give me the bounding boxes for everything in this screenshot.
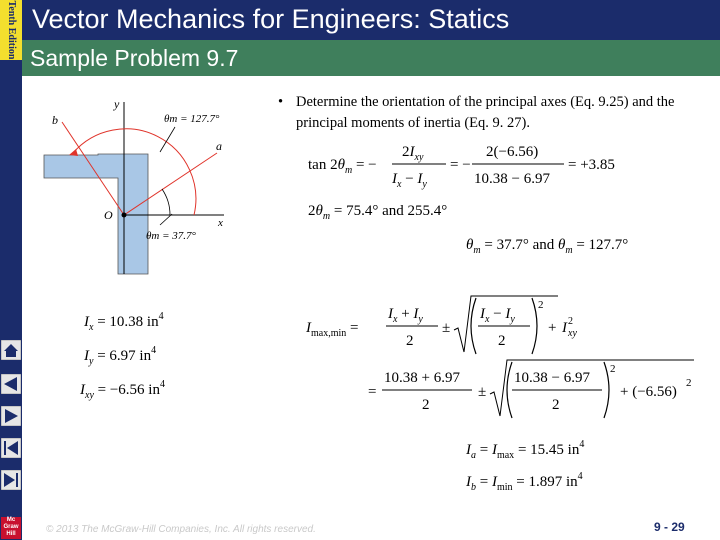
last-icon[interactable] (1, 470, 21, 490)
svg-text:2θm = 75.4° and 255.4°: $2\theta_m = 75.4^\circ$ and 255.4° (308, 203, 448, 222)
publisher-logo (1, 517, 21, 539)
label-theta-upper: θm = 127.7° (164, 113, 220, 125)
given-values (78, 306, 198, 406)
first-icon[interactable] (1, 438, 21, 458)
page-subtitle: Sample Problem 9.7 (30, 45, 239, 71)
label-theta-lower: θm = 37.7° (146, 230, 196, 242)
svg-text:Ix = 10.38 in4: $I_x = 10.38$ $in^4$ (84, 311, 164, 333)
svg-text:+ (−6.56): + (−6.56) (620, 384, 677, 400)
svg-text:xy: xy (568, 328, 577, 339)
copyright: © 2013 The McGraw-Hill Companies, Inc. All rights reserved. (46, 524, 316, 535)
angle-section-figure (40, 92, 240, 282)
edition-label: Tenth Edition (6, 0, 17, 60)
svg-text:Ixy = −6.56 in4: $I_{xy} = -6.56$ $in^4$ (80, 379, 165, 401)
subtitle-bar (22, 40, 720, 76)
svg-text:2: 2 (498, 333, 506, 349)
label-a: a (216, 139, 222, 153)
label-o: O (104, 208, 113, 222)
origin-point (122, 213, 127, 218)
svg-text:Ib = Imin = 1.897 in4: $I_b = I_{min} = 1.897$ $in^4$ (466, 471, 583, 493)
edition-tab (0, 0, 22, 60)
svg-text:Ix + Iy: $I_x + I_y$ (388, 306, 423, 325)
svg-text:=: = (368, 384, 377, 400)
svg-text:θm = 37.7° and θm = 127.7°: $\theta_m = 37.7^\circ$ and $\theta_m = 127.7^\circ$ (466, 237, 629, 256)
page-number: 9 - 29 (654, 520, 685, 534)
svg-text:±: ± (442, 320, 451, 336)
label-x: x (218, 217, 223, 229)
page-title: Vector Mechanics for Engineers: Statics (32, 4, 510, 34)
next-icon[interactable] (1, 406, 21, 426)
svg-text:= −: = − (450, 157, 471, 173)
svg-text:10.38 + 6.97: 10.38 + 6.97 (384, 370, 460, 386)
home-icon[interactable] (1, 340, 21, 360)
svg-text:2: 2 (538, 299, 544, 311)
svg-text:2: 2 (422, 397, 430, 413)
svg-text:+: + (548, 320, 557, 336)
svg-text:Iy = 6.97 in4: $I_y = 6.97$ $in^4$ (84, 345, 157, 367)
svg-text:Ia = Imax = 15.45 in4: $I_a = I_{max} = 15.45$ $in^4$ (466, 439, 585, 461)
svg-text:Ix − Iy: $I_x - I_y$ (392, 171, 427, 190)
svg-text:10.38 − 6.97: 10.38 − 6.97 (474, 171, 550, 187)
svg-text:tan 2θm = −: $\tan 2\theta_m$ = − (308, 157, 377, 176)
equations (300, 138, 710, 498)
previous-icon[interactable] (1, 374, 21, 394)
logo-text: Mc Graw Hill (3, 517, 19, 537)
svg-text:2Ixy: $2I_{xy}$ (402, 144, 424, 163)
label-b: b (52, 113, 58, 127)
side-bar (0, 0, 22, 540)
svg-text:2: 2 (610, 363, 616, 375)
svg-text:2(−6.56): 2(−6.56) (486, 144, 539, 160)
arc-37 (162, 189, 170, 215)
svg-text:2: 2 (406, 333, 414, 349)
label-y: y (114, 97, 120, 111)
svg-text:2: 2 (686, 377, 692, 389)
svg-text:= +3.85: = +3.85 (568, 157, 615, 173)
title-bar (22, 0, 720, 40)
svg-text:10.38 − 6.97: 10.38 − 6.97 (514, 370, 590, 386)
svg-text:2: 2 (568, 316, 573, 327)
svg-text:Ix − Iy: $I_x - I_y$ (480, 306, 515, 325)
svg-text:2: 2 (552, 397, 560, 413)
svg-text:Imax,min =: $I_{max,min}$ = (306, 320, 359, 339)
svg-text:±: ± (478, 384, 487, 400)
problem-step-text: Determine the orientation of the principal axes (Eq. 9.25) and the principal moments of inertia (Eq. 9. 27). (296, 94, 675, 131)
bullet-dot: • (278, 94, 284, 110)
angle-section-shape (44, 154, 148, 274)
svg-text:I: I (562, 320, 567, 336)
